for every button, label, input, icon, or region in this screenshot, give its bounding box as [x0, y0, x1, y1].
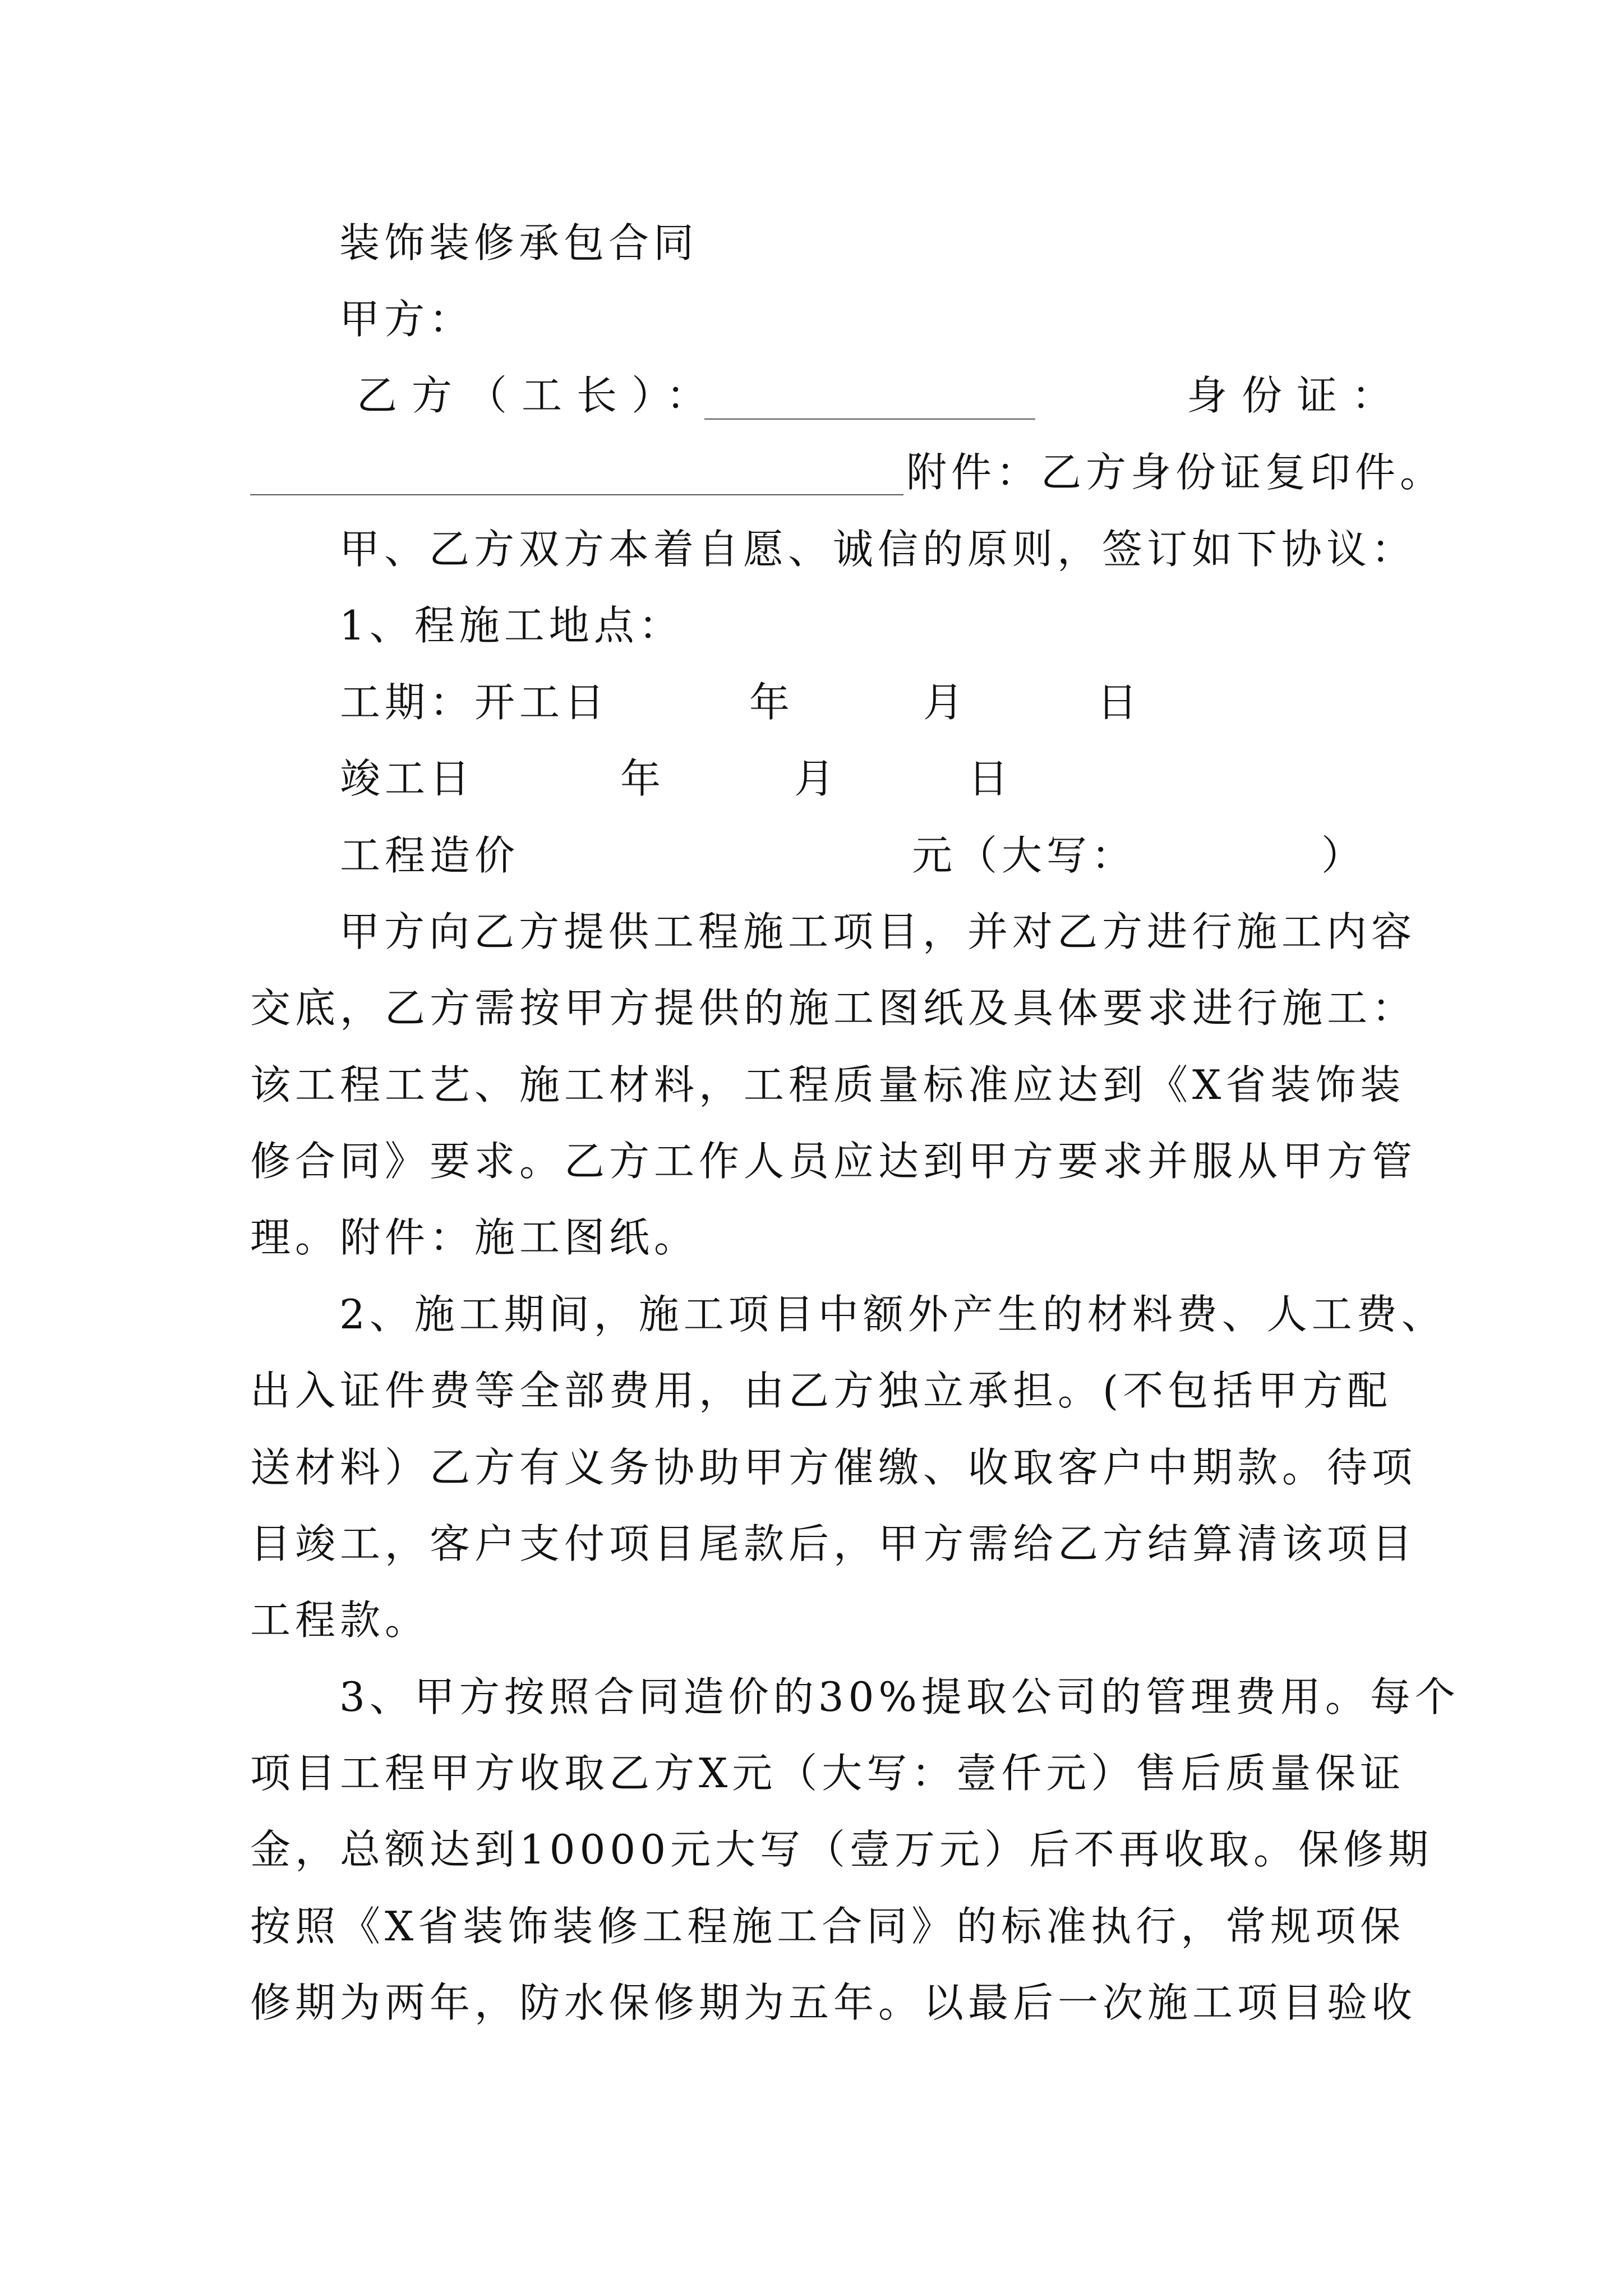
- contract-title: 装饰装修承包合同: [339, 219, 699, 266]
- intro-text: 甲、乙方双方本着自愿、诚信的原则，签订如下协议：: [339, 526, 1417, 573]
- paragraph-1-line: 该工程工艺、施工材料，工程质量标准应达到《X省装饰装: [250, 1061, 1405, 1108]
- party-b-blank: [704, 418, 1035, 420]
- start-year-label: 年: [749, 679, 795, 726]
- paragraph-2-line: 出入证件费等全部费用，由乙方独立承担。(不包括甲方配: [250, 1367, 1393, 1414]
- paragraph-3-line: 金，总额达到10000元大写（壹万元）后不再收取。保修期: [250, 1826, 1433, 1873]
- start-day-label: 日: [1097, 679, 1142, 726]
- paragraph-2-line: 2、施工期间，施工项目中额外产生的材料费、人工费、: [339, 1291, 1446, 1338]
- paragraph-2-line: 工程款。: [250, 1596, 430, 1644]
- completion-day-label: 日: [968, 755, 1013, 802]
- start-month-label: 月: [923, 679, 969, 726]
- paragraph-2-line: 送材料）乙方有义务协助甲方催缴、收取客户中期款。待项: [250, 1444, 1417, 1491]
- paragraph-1-line: 理。附件：施工图纸。: [250, 1214, 699, 1261]
- party-a-label: 甲方：: [339, 296, 474, 343]
- completion-month-label: 月: [794, 755, 840, 802]
- paragraph-3-line: 3、甲方按照合同造价的30%提取公司的管理费用。每个: [339, 1673, 1460, 1720]
- paragraph-3-line: 按照《X省装饰装修工程施工合同》的标准执行，常规项保: [250, 1903, 1405, 1950]
- item-1-location: 1、程施工地点：: [339, 602, 684, 649]
- paragraph-1-line: 甲方向乙方提供工程施工项目，并对乙方进行施工内容: [339, 908, 1417, 955]
- party-b-label: 乙方（工长）：: [357, 372, 722, 419]
- completion-date-label: 竣工日: [340, 755, 475, 802]
- id-number-blank: [250, 494, 903, 495]
- paragraph-1-line: 交底，乙方需按甲方提供的施工图纸及具体要求进行施工：: [250, 984, 1417, 1032]
- cost-label: 工程造价: [340, 832, 520, 879]
- paragraph-3-line: 修期为两年，防水保修期为五年。以最后一次施工项目验收: [250, 1979, 1417, 2026]
- id-card-label: 身份证：: [1187, 372, 1407, 419]
- attachment-id-text: 附件：乙方身份证复印件。: [906, 449, 1445, 496]
- paragraph-3-line: 项目工程甲方收取乙方X元（大写：壹仟元）售后质量保证: [250, 1750, 1405, 1797]
- paragraph-2-line: 目竣工，客户支付项目尾款后，甲方需给乙方结算清该项目: [250, 1520, 1417, 1567]
- completion-year-label: 年: [620, 755, 666, 802]
- start-date-label: 工期：开工日: [340, 679, 610, 726]
- paragraph-1-line: 修合同》要求。乙方工作人员应达到甲方要求并服从甲方管: [250, 1138, 1417, 1185]
- cost-close-paren: ）: [1321, 832, 1367, 879]
- cost-yuan-label: 元（大写：: [912, 832, 1137, 879]
